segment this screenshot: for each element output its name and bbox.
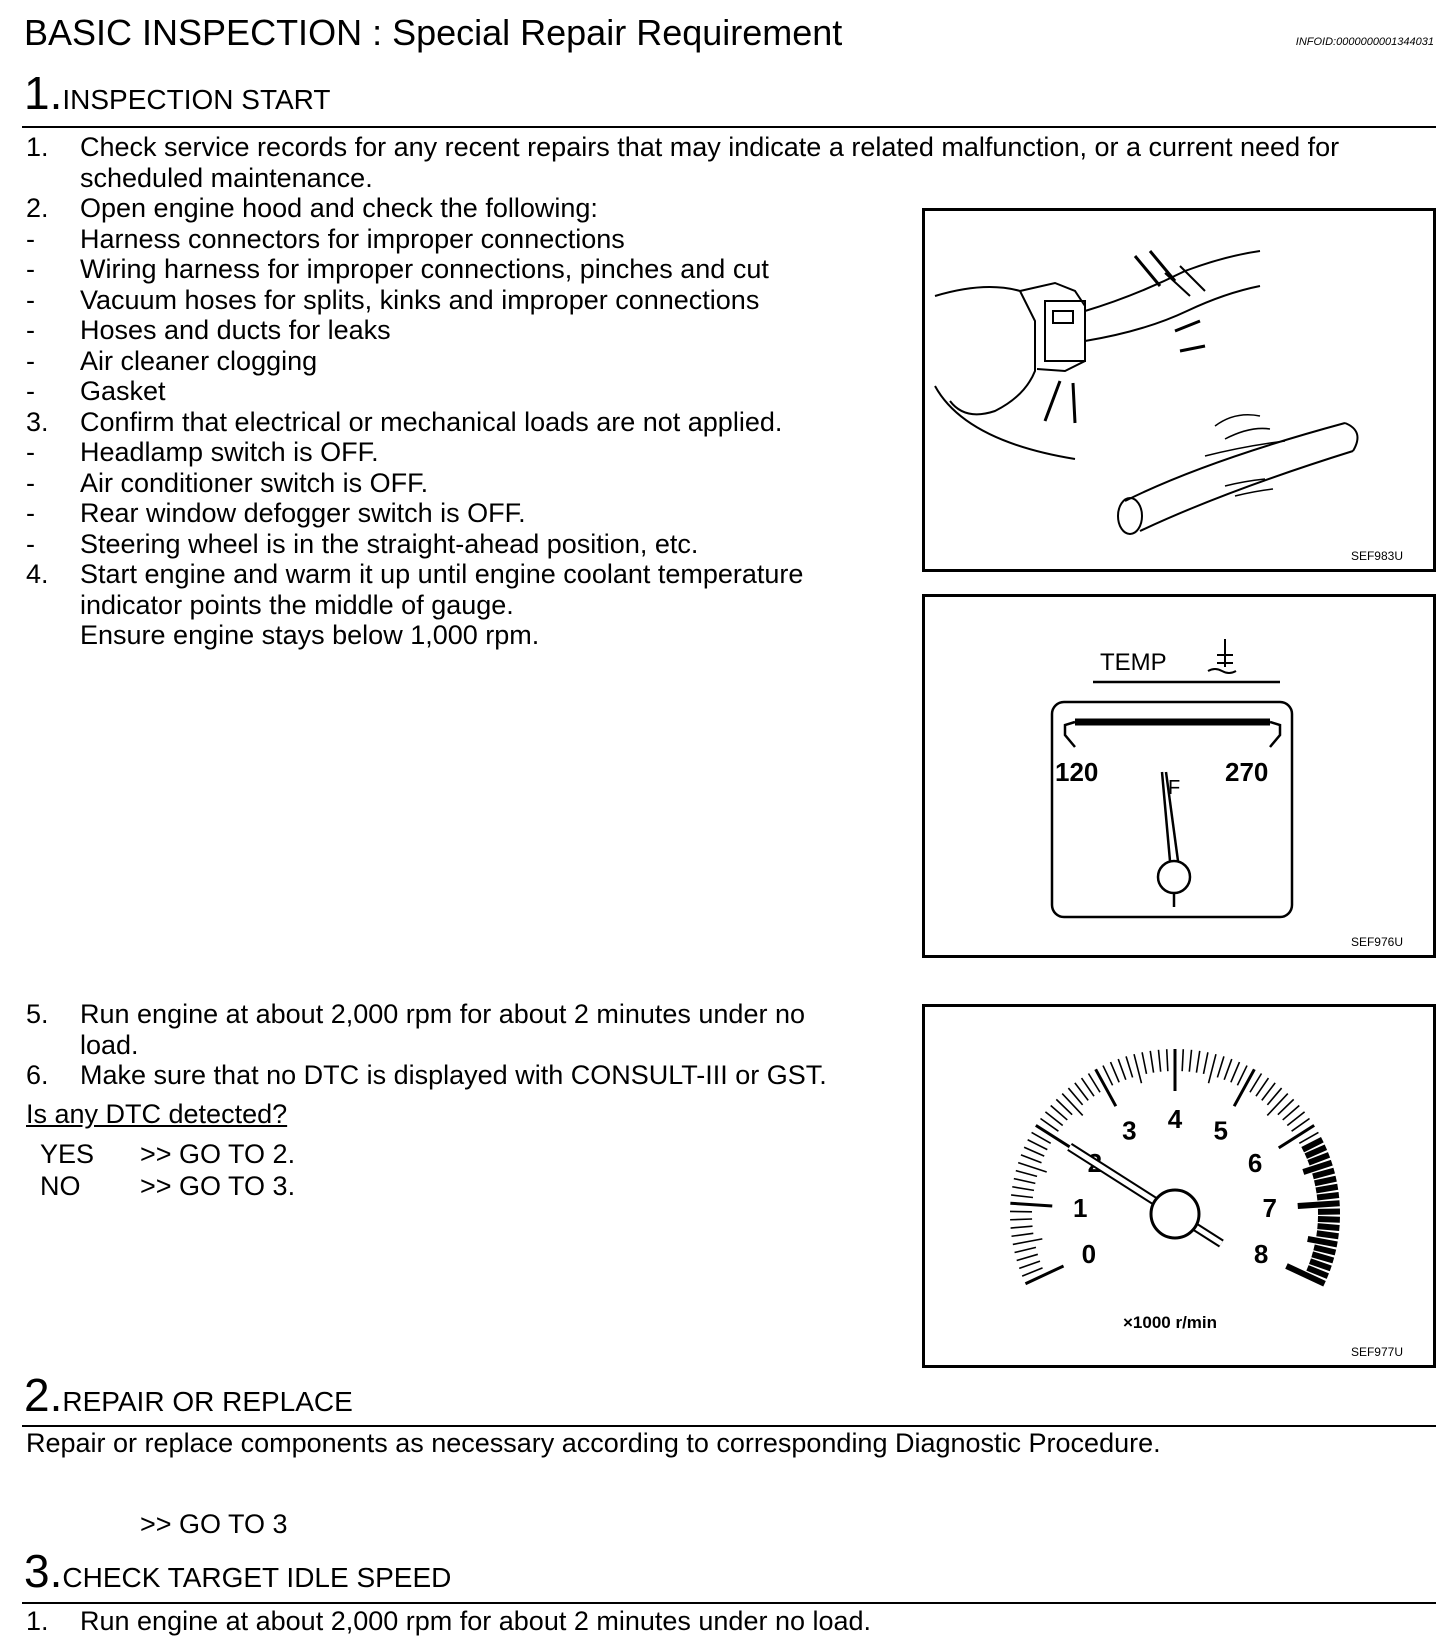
step1-heading bbox=[24, 66, 330, 120]
tach-tick bbox=[1189, 1050, 1191, 1072]
figure-code: SEF977U bbox=[1350, 1345, 1403, 1359]
tach-scale-label: 2 bbox=[1087, 1147, 1103, 1178]
tach-tick bbox=[1158, 1050, 1160, 1072]
tach-unit: ×1000 r/min bbox=[1123, 1313, 1218, 1332]
tach-tick bbox=[1317, 1195, 1339, 1198]
tach-tick bbox=[1317, 1233, 1339, 1236]
tach-tick bbox=[1012, 1187, 1034, 1191]
step3-heading bbox=[24, 1544, 451, 1598]
tach-tick bbox=[1022, 1268, 1042, 1276]
step3-title: CHECK TARGET IDLE SPEED bbox=[62, 1562, 452, 1593]
tach-tick bbox=[1016, 1171, 1037, 1177]
tachometer-figure bbox=[922, 1004, 1436, 1368]
tach-tick bbox=[1142, 1052, 1146, 1074]
tach-tick bbox=[1014, 1179, 1035, 1184]
tach-scale-label: 5 bbox=[1213, 1115, 1228, 1146]
tach-tick bbox=[1021, 1155, 1042, 1163]
figure-code: SEF976U bbox=[1350, 935, 1403, 949]
tach-tick bbox=[1196, 1051, 1199, 1073]
tach-needle-fill bbox=[1070, 1147, 1222, 1244]
tach-tick bbox=[1015, 1247, 1036, 1252]
needle-mark: F bbox=[1168, 777, 1181, 799]
step2-goto-link[interactable]: >> GO TO 3 bbox=[140, 1509, 288, 1539]
page-title: BASIC INSPECTION : Special Repair Requirement bbox=[24, 12, 843, 53]
step2-heading bbox=[24, 1368, 353, 1422]
tach-scale-label: 6 bbox=[1247, 1147, 1263, 1178]
answer-no-link[interactable]: >> GO TO 3. bbox=[140, 1171, 296, 1201]
figure-code: SEF983U bbox=[1350, 549, 1403, 563]
tach-tick bbox=[1018, 1163, 1047, 1172]
tach-tick bbox=[1314, 1247, 1335, 1252]
tach-scale-label: 3 bbox=[1122, 1115, 1137, 1146]
step1-number: 1. bbox=[24, 67, 63, 119]
tach-tick bbox=[1224, 1059, 1232, 1080]
tach-tick bbox=[1209, 1054, 1216, 1083]
tach-scale-label: 4 bbox=[1167, 1104, 1183, 1134]
tach-scale-label: 0 bbox=[1081, 1239, 1097, 1270]
tach-tick bbox=[1062, 1094, 1083, 1116]
tach-tick bbox=[1318, 1219, 1340, 1220]
temp-gauge-drawing bbox=[925, 597, 1433, 955]
tach-hub bbox=[1151, 1190, 1199, 1238]
step2-title: REPAIR OR REPLACE bbox=[62, 1386, 353, 1417]
tach-tick bbox=[1231, 1062, 1240, 1082]
tach-tick bbox=[1024, 1147, 1044, 1156]
answer-no-label: NO bbox=[40, 1171, 81, 1201]
step3-number: 3. bbox=[24, 1545, 63, 1597]
tach-tick bbox=[1010, 1219, 1032, 1220]
tach-tick bbox=[1316, 1187, 1338, 1191]
tach-tick bbox=[1011, 1226, 1033, 1228]
tach-tick bbox=[1096, 1069, 1116, 1106]
tach-tick bbox=[1234, 1069, 1254, 1106]
tach-tick bbox=[1298, 1203, 1340, 1206]
tach-tick bbox=[1028, 1140, 1048, 1150]
harness-hose-drawing bbox=[925, 211, 1433, 569]
tach-tick bbox=[1267, 1094, 1288, 1116]
step1-title: INSPECTION START bbox=[62, 84, 331, 115]
tach-tick bbox=[1312, 1254, 1333, 1260]
temp-label: TEMP bbox=[1100, 649, 1167, 676]
tachometer-drawing bbox=[925, 1007, 1433, 1365]
step2-text: Repair or replace components as necessary according to corresponding Diagnostic Procedure. bbox=[26, 1428, 1161, 1458]
tach-tick bbox=[1025, 1266, 1063, 1284]
tach-tick bbox=[1315, 1179, 1336, 1184]
tach-scale-label: 7 bbox=[1262, 1192, 1278, 1223]
temp-max-label: 270 bbox=[1225, 757, 1269, 787]
tach-tick bbox=[1118, 1059, 1126, 1080]
harness-hose-figure bbox=[922, 208, 1436, 572]
tach-tick bbox=[1013, 1239, 1042, 1245]
tach-scale-label: 1 bbox=[1072, 1192, 1088, 1223]
tach-tick bbox=[1308, 1239, 1337, 1245]
tach-tick bbox=[1111, 1062, 1120, 1082]
tach-tick bbox=[1017, 1254, 1038, 1260]
answer-yes-label: YES bbox=[40, 1139, 95, 1169]
tach-tick bbox=[1134, 1054, 1141, 1083]
tach-tick bbox=[1126, 1056, 1133, 1077]
tach-tick bbox=[1011, 1195, 1033, 1198]
tach-tick bbox=[1204, 1052, 1208, 1074]
tach-tick bbox=[1010, 1203, 1052, 1206]
tach-tick bbox=[1313, 1171, 1334, 1177]
answer-yes-link[interactable]: >> GO TO 2. bbox=[140, 1139, 296, 1169]
tach-tick bbox=[1150, 1051, 1153, 1073]
dtc-question: Is any DTC detected? bbox=[26, 1099, 288, 1129]
tach-tick bbox=[1012, 1233, 1034, 1236]
tach-tick bbox=[1019, 1261, 1040, 1268]
tach-tick bbox=[1167, 1049, 1168, 1071]
tach-tick bbox=[1217, 1056, 1224, 1077]
temp-gauge-figure bbox=[922, 594, 1436, 958]
tach-tick bbox=[1182, 1049, 1183, 1071]
step2-number: 2. bbox=[24, 1369, 63, 1421]
tach-scale-label: 8 bbox=[1253, 1239, 1269, 1270]
step1-rule bbox=[22, 126, 1436, 128]
step3-rule bbox=[22, 1602, 1436, 1604]
info-id: INFOID:0000000001344031 bbox=[1295, 36, 1434, 48]
tach-tick bbox=[1317, 1226, 1339, 1228]
temp-min-label: 120 bbox=[1055, 757, 1099, 787]
